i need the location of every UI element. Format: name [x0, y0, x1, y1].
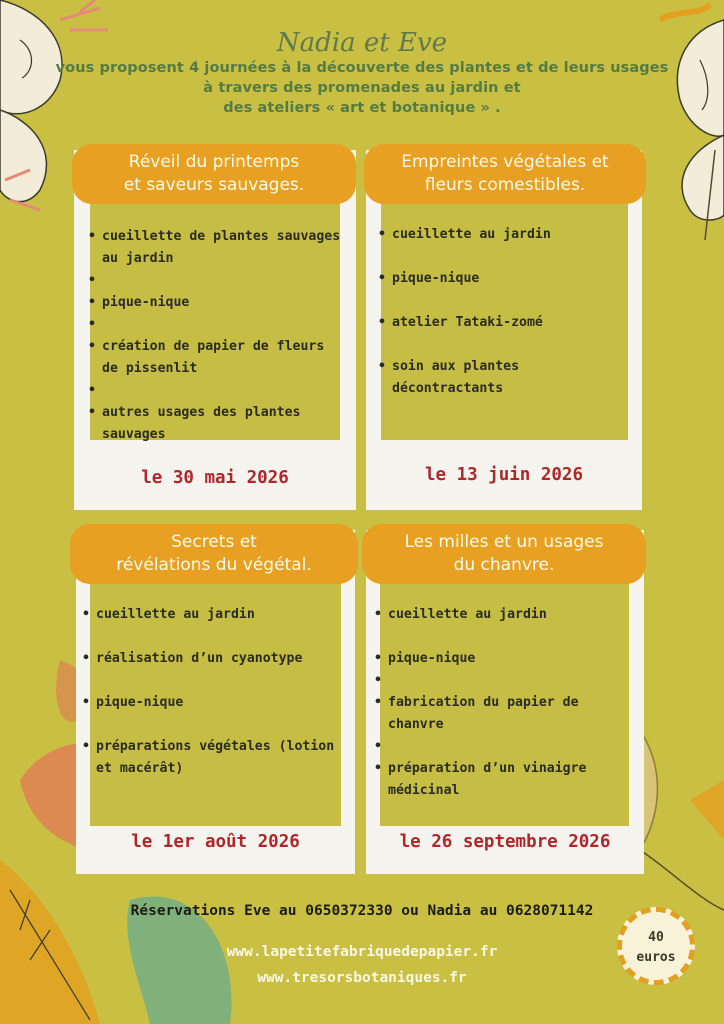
activity-item	[374, 670, 638, 692]
activity-item: • réalisation d’un cyanotype	[82, 648, 352, 670]
price-amount: 40	[648, 930, 664, 945]
card-title	[362, 524, 646, 584]
activity-list	[88, 226, 344, 446]
header	[0, 28, 724, 118]
event-card-spring	[74, 150, 356, 510]
activity-list	[82, 604, 352, 780]
activity-item: • atelier Tataki-zomé	[378, 312, 636, 334]
card-title-line-1: Les milles et un usages	[404, 532, 604, 552]
card-title-line-1: Secrets et	[171, 532, 257, 552]
activity-item: • soin aux plantes décontractants	[378, 356, 636, 400]
author-signature: Nadia et Eve	[276, 28, 448, 58]
activity-item: • pique-nique	[374, 648, 638, 670]
activity-list	[378, 224, 636, 400]
intro-line-2: à travers des promenades au jardin et	[203, 80, 521, 96]
activity-item: • fabrication du papier de chanvre	[374, 692, 638, 736]
price-badge	[617, 907, 695, 985]
activity-item: • préparation d’un vinaigre médicinal	[374, 758, 638, 802]
activity-item: • cueillette au jardin	[82, 604, 352, 626]
card-title-line-1: Réveil du printemps	[128, 152, 300, 172]
activity-item: • pique-nique	[88, 292, 344, 314]
card-title-line-2: du chanvre.	[453, 555, 555, 575]
activity-item: • préparations végétales (lotion et macérât)	[82, 736, 352, 780]
website-link-2[interactable]: www.tresorsbotaniques.fr	[257, 970, 467, 986]
activity-item: • cueillette au jardin	[374, 604, 638, 626]
reservations-line: Réservations Eve au 0650372330 ou Nadia au 0628071142	[130, 903, 594, 919]
event-date: le 30 mai 2026	[141, 468, 289, 488]
activity-item: • cueillette de plantes sauvages au jardin	[88, 226, 344, 270]
card-title	[70, 524, 358, 584]
activity-list	[374, 604, 638, 802]
website-link-1[interactable]: www.lapetitefabriquedepapier.fr	[226, 944, 498, 960]
activity-item: • autres usages des plantes sauvages	[88, 402, 344, 446]
card-title-line-1: Empreintes végétales et	[401, 152, 609, 172]
activity-item	[374, 736, 638, 758]
event-date: le 26 septembre 2026	[399, 832, 611, 852]
card-title	[72, 144, 356, 204]
card-title-line-2: révélations du végétal.	[116, 555, 312, 575]
activity-item: • création de papier de fleurs de pissenlit	[88, 336, 344, 380]
card-title-line-2: et saveurs sauvages.	[123, 175, 305, 195]
price-unit: euros	[636, 950, 676, 965]
activity-item	[88, 314, 344, 336]
event-card-hemp	[366, 530, 644, 874]
activity-item: • cueillette au jardin	[378, 224, 636, 246]
event-card-secrets	[76, 530, 355, 874]
activity-item	[88, 270, 344, 292]
event-date: le 1er août 2026	[131, 832, 300, 852]
intro-line-1: vous proposent 4 journées à la découverte des plantes et de leurs usages	[55, 60, 669, 76]
card-title-line-2: fleurs comestibles.	[424, 175, 586, 195]
intro-line-3: des ateliers « art et botanique » .	[223, 100, 501, 116]
event-date: le 13 juin 2026	[424, 465, 584, 485]
card-title	[364, 144, 646, 204]
activity-item	[88, 380, 344, 402]
activity-item: • pique-nique	[82, 692, 352, 714]
activity-item: • pique-nique	[378, 268, 636, 290]
event-card-plant-prints	[366, 150, 642, 510]
